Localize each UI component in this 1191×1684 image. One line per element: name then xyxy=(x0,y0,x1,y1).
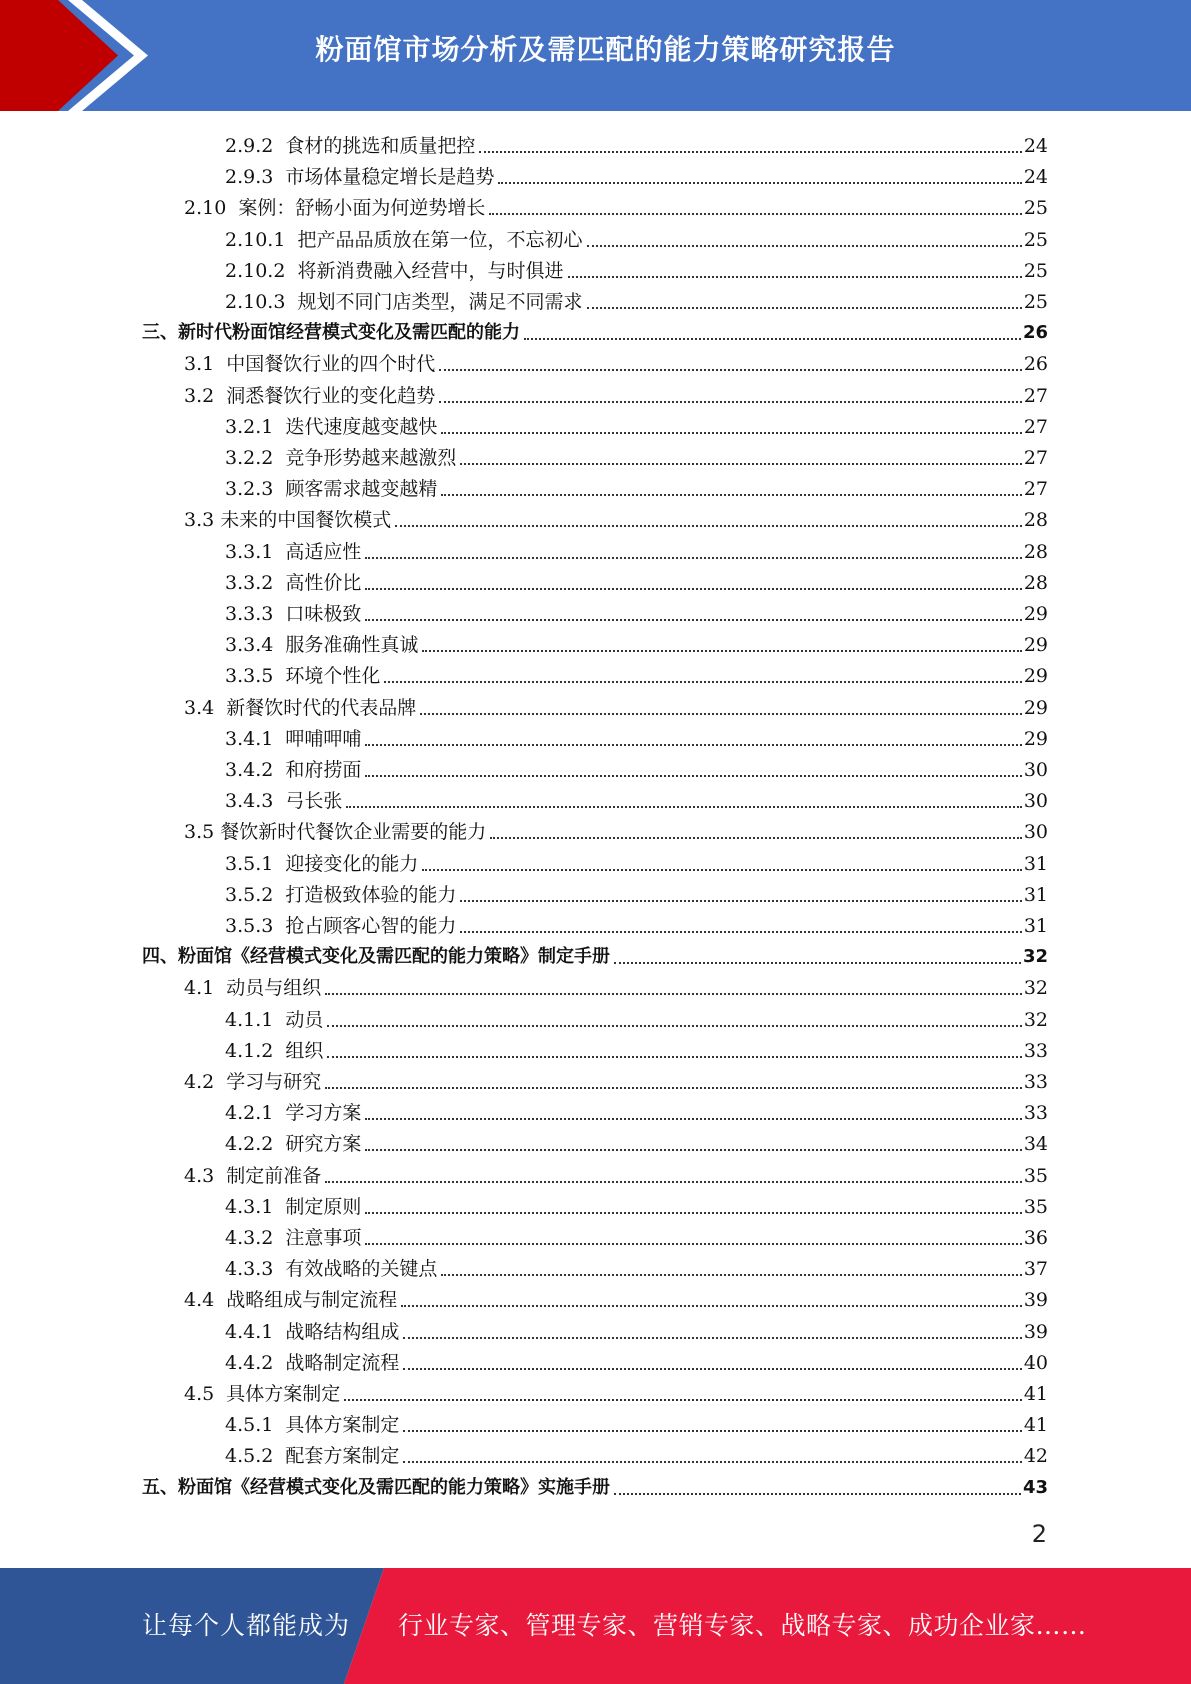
toc-entry-page: 32 xyxy=(1023,1008,1048,1031)
toc-entry[interactable] xyxy=(225,1437,1048,1468)
toc-entry-label: 4.4.2 战略制定流程 xyxy=(225,1351,400,1374)
toc-entry-label: 五、粉面馆《经营模式变化及需匹配的能力策略》实施手册 xyxy=(142,1476,610,1498)
toc-dot-leader xyxy=(490,837,1022,839)
toc-entry-label: 2.9.2 食材的挑选和质量把控 xyxy=(225,135,476,157)
toc-entry-page: 31 xyxy=(1023,915,1048,937)
toc-entry-page: 41 xyxy=(1023,1414,1048,1437)
page-number: 2 xyxy=(1031,1520,1047,1548)
toc-entry-page: 33 xyxy=(1023,1039,1048,1062)
page-header xyxy=(0,0,1191,111)
toc-entry-page: 35 xyxy=(1023,1164,1048,1187)
toc-entry-label: 3.1 中国餐饮行业的四个时代 xyxy=(184,353,436,376)
toc-entry[interactable] xyxy=(184,377,1048,408)
toc-entry-page: 29 xyxy=(1023,696,1048,719)
toc-dot-leader xyxy=(441,494,1021,496)
toc-entry-page: 27 xyxy=(1023,447,1048,469)
toc-dot-leader xyxy=(479,151,1021,153)
toc-entry-page: 30 xyxy=(1023,759,1048,781)
toc-entry-page: 39 xyxy=(1023,1320,1048,1343)
toc-entry-label: 3.4.3 弓长张 xyxy=(225,790,343,813)
toc-entry-label: 4.1.1 动员 xyxy=(225,1008,324,1031)
footer-slogan-right: 行业专家、管理专家、营销专家、战略专家、成功企业家…… xyxy=(398,1611,1087,1640)
toc-entry[interactable] xyxy=(225,252,1048,283)
toc-entry-page: 40 xyxy=(1023,1351,1048,1374)
toc-entry-label: 3.3.3 口味极致 xyxy=(225,603,362,625)
toc-entry-page: 27 xyxy=(1023,415,1048,438)
toc-entry[interactable] xyxy=(225,1344,1048,1375)
toc-entry-label: 3.3.4 服务准确性真诚 xyxy=(225,634,419,657)
toc-entry-page: 25 xyxy=(1023,259,1048,282)
toc-dot-leader xyxy=(420,713,1022,715)
toc-entry-label: 3.5 餐饮新时代餐饮企业需要的能力 xyxy=(184,821,487,844)
toc-dot-leader xyxy=(403,1337,1021,1339)
toc-entry-page: 33 xyxy=(1023,1102,1048,1125)
toc-entry-label: 4.3 制定前准备 xyxy=(184,1164,322,1187)
toc-entry[interactable] xyxy=(184,813,1048,844)
toc-dot-leader xyxy=(365,619,1021,621)
toc-entry[interactable] xyxy=(225,1313,1048,1344)
toc-entry-label: 3.4.2 和府捞面 xyxy=(225,759,362,781)
toc-entry-label: 3.3.2 高性价比 xyxy=(225,571,362,594)
toc-entry-page: 31 xyxy=(1023,883,1048,906)
toc-entry-page: 41 xyxy=(1023,1383,1048,1405)
toc-entry-page: 28 xyxy=(1023,571,1048,594)
toc-entry[interactable] xyxy=(225,1125,1048,1156)
toc-entry[interactable] xyxy=(225,283,1048,314)
toc-dot-leader xyxy=(365,1149,1021,1151)
toc-entry[interactable] xyxy=(225,657,1048,688)
toc-entry[interactable] xyxy=(225,1219,1048,1250)
toc-entry-label: 3.2.3 顾客需求越变越精 xyxy=(225,478,438,501)
toc-entry[interactable] xyxy=(225,1188,1048,1219)
toc-entry-page: 34 xyxy=(1023,1133,1048,1156)
toc-entry-page: 43 xyxy=(1022,1476,1048,1498)
toc-dot-leader xyxy=(327,1056,1021,1058)
toc-dot-leader xyxy=(587,245,1022,247)
toc-entry[interactable] xyxy=(184,1375,1048,1406)
toc-dot-leader xyxy=(327,1025,1021,1027)
toc-entry-page: 28 xyxy=(1023,540,1048,563)
toc-dot-leader xyxy=(460,900,1021,902)
toc-dot-leader xyxy=(365,744,1021,746)
toc-dot-leader xyxy=(439,401,1022,403)
toc-entry[interactable] xyxy=(184,1281,1048,1312)
toc-entry[interactable] xyxy=(225,127,1048,158)
toc-entry-page: 32 xyxy=(1023,977,1048,1000)
toc-entry-page: 25 xyxy=(1023,228,1048,251)
toc-dot-leader xyxy=(365,775,1021,777)
toc-dot-leader xyxy=(365,1118,1021,1120)
toc-entry-label: 3.3.1 高适应性 xyxy=(225,540,362,563)
toc-entry-label: 3.2.1 迭代速度越变越快 xyxy=(225,415,438,438)
toc-dot-leader xyxy=(441,1274,1021,1276)
toc-dot-leader xyxy=(422,869,1021,871)
toc-dot-leader xyxy=(524,338,1021,340)
toc-entry-page: 39 xyxy=(1023,1289,1048,1312)
toc-entry-page: 32 xyxy=(1022,946,1048,968)
toc-entry[interactable] xyxy=(225,1001,1048,1032)
toc-entry-page: 35 xyxy=(1023,1195,1048,1218)
toc-entry-label: 3.5.3 抢占顾客心智的能力 xyxy=(225,915,457,937)
toc-entry-label: 4.5.1 具体方案制定 xyxy=(225,1414,400,1437)
toc-entry-page: 27 xyxy=(1023,384,1048,407)
toc-entry-label: 4.3.1 制定原则 xyxy=(225,1195,362,1218)
toc-dot-leader xyxy=(498,182,1021,184)
toc-entry[interactable] xyxy=(225,439,1048,470)
toc-entry[interactable] xyxy=(225,1032,1048,1063)
toc-entry-page: 30 xyxy=(1023,790,1048,813)
toc-entry[interactable] xyxy=(184,501,1048,532)
toc-entry-label: 3.4 新餐饮时代的代表品牌 xyxy=(184,696,417,719)
report-title: 粉面馆市场分析及需匹配的能力策略研究报告 xyxy=(315,33,896,66)
toc-entry[interactable] xyxy=(225,408,1048,439)
toc-dot-leader xyxy=(325,1087,1022,1089)
toc-entry[interactable] xyxy=(184,189,1048,220)
toc-entry[interactable] xyxy=(225,782,1048,813)
toc-entry[interactable] xyxy=(225,1250,1048,1281)
toc-entry-page: 36 xyxy=(1023,1227,1048,1249)
toc-entry-label: 4.3.3 有效战略的关键点 xyxy=(225,1258,438,1281)
toc-dot-leader xyxy=(460,931,1021,933)
toc-entry[interactable] xyxy=(225,470,1048,501)
toc-entry-label: 4.5.2 配套方案制定 xyxy=(225,1445,400,1468)
toc-entry-page: 28 xyxy=(1023,509,1048,532)
toc-entry-label: 4.2.2 研究方案 xyxy=(225,1133,362,1156)
toc-entry[interactable] xyxy=(225,158,1048,189)
toc-dot-leader xyxy=(384,681,1021,683)
toc-entry-page: 37 xyxy=(1023,1258,1048,1281)
toc-entry-page: 25 xyxy=(1023,291,1048,313)
toc-entry[interactable] xyxy=(225,907,1048,938)
toc-entry-label: 3.4.1 呷哺呷哺 xyxy=(225,727,362,750)
toc-entry-page: 29 xyxy=(1023,665,1048,688)
toc-entry-label: 4.4.1 战略结构组成 xyxy=(225,1320,400,1343)
toc-dot-leader xyxy=(346,806,1021,808)
toc-entry-page: 29 xyxy=(1023,727,1048,750)
toc-entry-page: 24 xyxy=(1023,135,1048,157)
toc-entry-label: 4.3.2 注意事项 xyxy=(225,1227,362,1249)
toc-entry-label: 3.2.2 竞争形势越来越激烈 xyxy=(225,447,457,469)
toc-entry[interactable] xyxy=(225,720,1048,751)
toc-entry-label: 3.5.2 打造极致体验的能力 xyxy=(225,883,457,906)
toc-entry-label: 2.10.3 规划不同门店类型，满足不同需求 xyxy=(225,291,583,313)
toc-entry-page: 31 xyxy=(1023,852,1048,875)
toc-entry[interactable] xyxy=(225,876,1048,907)
toc-entry[interactable] xyxy=(225,1406,1048,1437)
toc-dot-leader xyxy=(614,962,1021,964)
toc-entry-label: 2.10.2 将新消费融入经营中，与时俱进 xyxy=(225,259,564,282)
toc-dot-leader xyxy=(403,1368,1021,1370)
toc-entry-label: 4.1 动员与组织 xyxy=(184,977,322,1000)
toc-entry[interactable] xyxy=(225,626,1048,657)
toc-entry[interactable] xyxy=(225,564,1048,595)
toc-entry-page: 25 xyxy=(1023,197,1048,220)
toc-dot-leader xyxy=(489,213,1021,215)
toc-entry-page: 29 xyxy=(1023,634,1048,657)
toc-dot-leader xyxy=(403,1430,1021,1432)
toc-dot-leader xyxy=(403,1461,1021,1463)
toc-dot-leader xyxy=(344,1399,1022,1401)
toc-dot-leader xyxy=(568,276,1022,278)
toc-entry[interactable] xyxy=(225,595,1048,626)
toc-dot-leader xyxy=(401,1305,1022,1307)
toc-entry[interactable] xyxy=(225,221,1048,252)
toc-entry-label: 4.1.2 组织 xyxy=(225,1039,324,1062)
toc-entry-label: 2.10 案例：舒畅小面为何逆势增长 xyxy=(184,197,486,220)
toc-entry[interactable] xyxy=(184,1157,1048,1188)
toc-dot-leader xyxy=(395,525,1022,527)
toc-entry[interactable] xyxy=(184,969,1048,1000)
toc-entry-page: 26 xyxy=(1022,322,1048,344)
toc-dot-leader xyxy=(441,432,1021,434)
toc-entry[interactable] xyxy=(225,1094,1048,1125)
toc-entry[interactable] xyxy=(184,1063,1048,1094)
toc-entry-page: 26 xyxy=(1023,353,1048,376)
toc-dot-leader xyxy=(325,1181,1022,1183)
toc-entry-label: 4.4 战略组成与制定流程 xyxy=(184,1289,398,1312)
toc-dot-leader xyxy=(422,650,1021,652)
toc-entry-label: 2.9.3 市场体量稳定增长是趋势 xyxy=(225,166,495,189)
toc-entry-page: 30 xyxy=(1023,821,1048,844)
toc-entry-label: 三、新时代粉面馆经营模式变化及需匹配的能力 xyxy=(142,322,520,344)
toc-entry[interactable] xyxy=(184,345,1048,376)
page-footer xyxy=(0,1568,1191,1684)
toc-dot-leader xyxy=(460,463,1021,465)
toc-entry-label: 3.5.1 迎接变化的能力 xyxy=(225,852,419,875)
toc-dot-leader xyxy=(365,588,1021,590)
footer-slogan-left: 让每个人都能成为 xyxy=(142,1611,351,1640)
toc-dot-leader xyxy=(365,1243,1021,1245)
toc-dot-leader xyxy=(614,1493,1021,1495)
toc-chapter-entry[interactable] xyxy=(142,314,1048,345)
toc-entry-label: 3.3.5 环境个性化 xyxy=(225,665,381,688)
toc-entry-label: 4.2.1 学习方案 xyxy=(225,1102,362,1125)
toc-dot-leader xyxy=(439,369,1022,371)
toc-entry[interactable] xyxy=(225,751,1048,782)
toc-entry-label: 2.10.1 把产品品质放在第一位，不忘初心 xyxy=(225,228,583,251)
toc-chapter-entry[interactable] xyxy=(142,938,1048,969)
toc-dot-leader xyxy=(587,307,1022,309)
toc-entry[interactable] xyxy=(225,533,1048,564)
toc-entry-page: 27 xyxy=(1023,478,1048,501)
toc-dot-leader xyxy=(365,557,1021,559)
toc-entry-label: 四、粉面馆《经营模式变化及需匹配的能力策略》制定手册 xyxy=(142,946,610,968)
toc-chapter-entry[interactable] xyxy=(142,1469,1048,1500)
toc-entry-page: 42 xyxy=(1023,1445,1048,1468)
toc-entry-label: 4.2 学习与研究 xyxy=(184,1071,322,1093)
toc-dot-leader xyxy=(365,1212,1021,1214)
toc-entry-page: 29 xyxy=(1023,603,1048,625)
toc-entry-label: 4.5 具体方案制定 xyxy=(184,1383,341,1405)
toc-entry-label: 3.2 洞悉餐饮行业的变化趋势 xyxy=(184,384,436,407)
toc-entry-page: 24 xyxy=(1023,166,1048,189)
toc-entry-label: 3.3 未来的中国餐饮模式 xyxy=(184,509,392,532)
toc-entry-page: 33 xyxy=(1023,1071,1048,1093)
toc-dot-leader xyxy=(325,993,1022,995)
toc-entry[interactable] xyxy=(225,845,1048,876)
toc-entry[interactable] xyxy=(184,689,1048,720)
